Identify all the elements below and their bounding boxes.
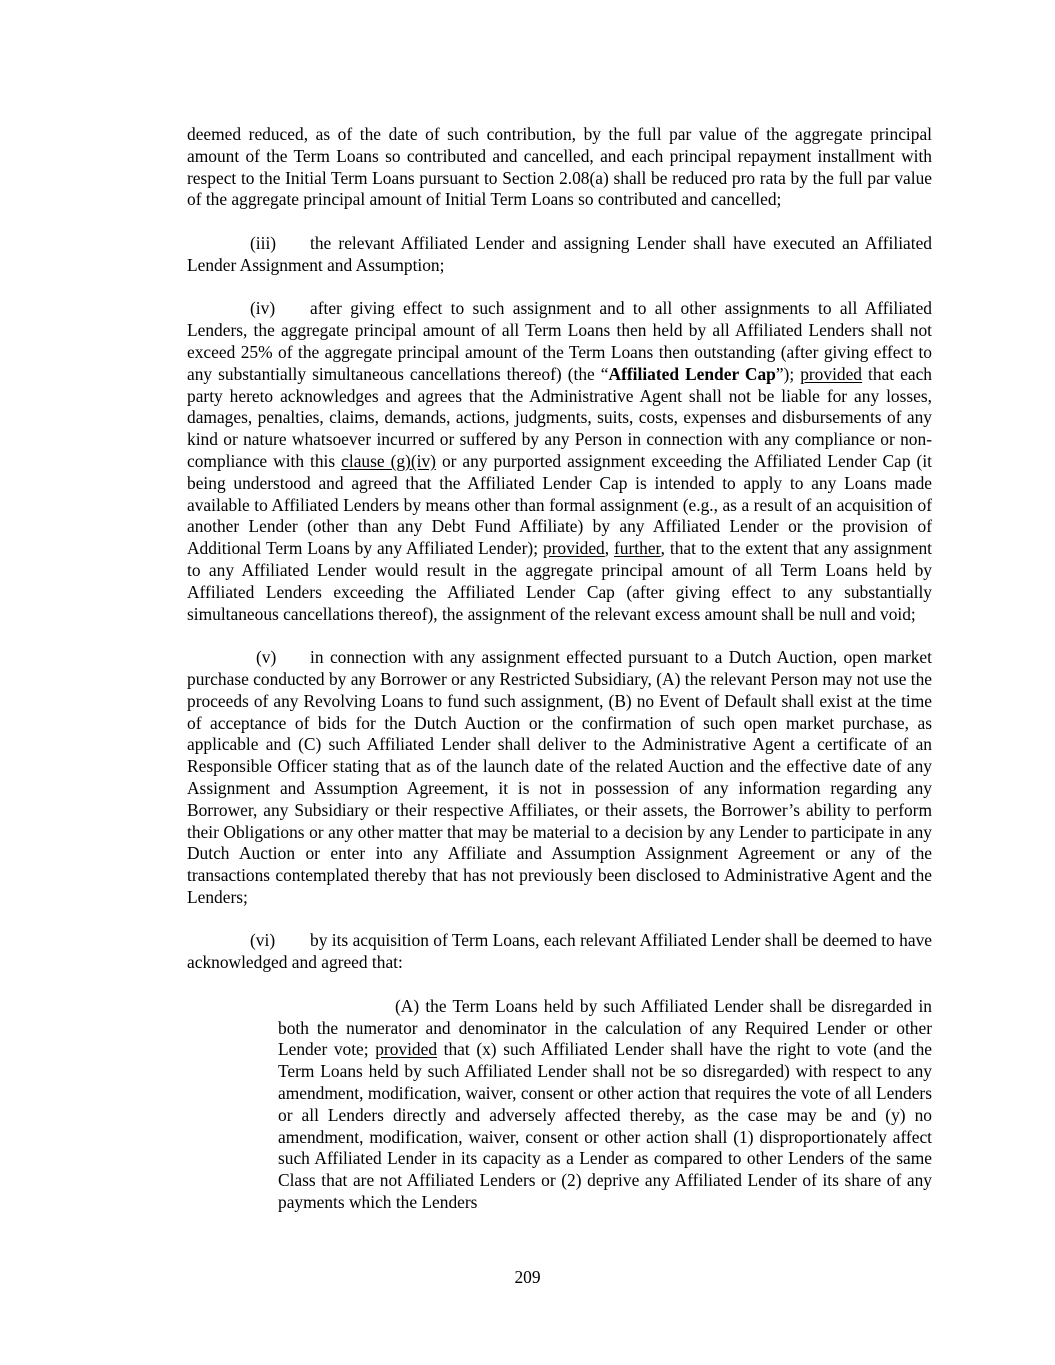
clause-text: or any purported assignment exceeding the Affiliated Lender Cap (it being understood and agreed that the Affiliated Lender Cap is intended to apply to any Loans made available to Affiliated Lenders by means other than formal assignment (e.g., as a result of an acquisition of another Lender (other than any Debt Fund Affiliate) by any Affiliated Lender or the provision of Additional Term Loans by any Affiliated Lender);	[187, 450, 932, 559]
paragraph-gap	[187, 909, 932, 931]
clause-text: , that to the extent that any assignment to any Affiliated Lender would result in the aggregate principal amount of all Term Loans held by Affiliated Lenders exceeding the Affiliated Lender Cap (after giving effect to any substantially simultaneous cancellations thereof), the assignment of the relevant excess amount shall be null and void;	[187, 538, 932, 624]
paragraph-gap	[187, 277, 932, 299]
underlined-term: provided	[375, 1039, 438, 1060]
clause-text: after giving effect to such assignment and to all other assignments to all Affiliated Lenders, the aggregate principal amount of all Term Loans then held by all Affiliated Lenders shall not exceed 25% of the aggregate principal amount of the Term Loans then outstanding (after giving effect to any substantially simultaneous cancellations thereof) (the “	[187, 298, 932, 384]
clause-text: ,	[604, 538, 615, 559]
clause-number: (iv)	[250, 298, 276, 319]
clause-number: (iii)	[250, 232, 277, 253]
underlined-term: provided	[542, 538, 605, 559]
clause-iv	[187, 298, 932, 625]
page-number: 209	[514, 1267, 541, 1287]
underlined-term: further	[614, 538, 661, 559]
paragraph-gap	[187, 974, 932, 996]
clause-number: (v)	[256, 647, 277, 668]
paragraph-gap	[187, 625, 932, 647]
clause-text: that (x) such Affiliated Lender shall have the right to vote (and the Term Loans held by such Affiliated Lender shall not be so disregarded) with respect to any amendment, modification, waiver, consent or other action that requires the vote of all Lenders or all Lenders directly and adversely affected thereby, as the case may be and (y) no amendment, modification, waiver, consent or other action shall (1) disproportionately affect such Affiliated Lender in its capacity as a Lender as compared to other Lenders of the same Class that are not Affiliated Lenders or (2) deprive any Affiliated Lender of its share of any payments which the Lenders	[278, 1039, 932, 1213]
clause-text: (A) the Term Loans held by such Affiliated Lender shall be disregarded in both the numerator and denominator in the calculation of any Required Lender or other Lender vote;	[278, 995, 932, 1060]
clause-text: that each party hereto acknowledges and agrees that the Administrative Agent shall not be liable for any losses, damages, penalties, claims, demands, actions, judgments, suits, costs, expenses and disbursements of any kind or nature whatsoever incurred or suffered by any Person in connection with any compliance or non-compliance with this	[187, 363, 932, 471]
clause-vi	[187, 930, 932, 974]
subclause-a	[278, 996, 932, 1214]
paragraph-gap	[187, 211, 932, 233]
underlined-term: provided	[800, 363, 863, 384]
clause-v	[187, 647, 932, 909]
defined-term: Affiliated Lender Cap	[608, 363, 776, 384]
paragraph-intro: deemed reduced, as of the date of such contribution, by the full par value of the aggregate principal amount of the Term Loans so contributed and cancelled, and each principal repayment installment with respect to the Initial Term Loans pursuant to Section 2.08(a) shall be reduced pro rata by the full par value of the aggregate principal amount of Initial Term Loans so contributed and cancelled;	[187, 124, 932, 210]
clause-text: in connection with any assignment effected pursuant to a Dutch Auction, open market purchase conducted by any Borrower or any Restricted Subsidiary, (A) the relevant Person may not use the proceeds of any Revolving Loans to fund such assignment, (B) no Event of Default shall exist at the time of acceptance of bids for the Dutch Auction or the confirmation of such open market purchase, as applicable and (C) such Affiliated Lender shall deliver to the Administrative Agent a certificate of an Responsible Officer stating that as of the launch date of the related Auction and the effective date of any Assignment and Assumption Agreement, it is not in possession of any information regarding any Borrower, any Subsidiary or their respective Affiliates, or their assets, the Borrower’s ability to perform their Obligations or any other matter that may be material to a decision by any Lender to participate in any Dutch Auction or enter into any Affiliate and Assumption Assignment Agreement or any of the transactions contemplated thereby that has not previously been disclosed to Administrative Agent and the Lenders;	[187, 647, 933, 907]
document-page	[187, 124, 932, 1214]
clause-number: (vi)	[250, 930, 276, 951]
clause-text: by its acquisition of Term Loans, each relevant Affiliated Lender shall be deemed to have acknowledged and agreed that:	[187, 930, 932, 973]
clause-text: ”);	[775, 363, 801, 384]
clause-reference: clause (g)(iv)	[341, 450, 436, 471]
clause-iii	[187, 233, 932, 277]
clause-text: the relevant Affiliated Lender and assigning Lender shall have executed an Affiliated Lender Assignment and Assumption;	[187, 232, 932, 275]
